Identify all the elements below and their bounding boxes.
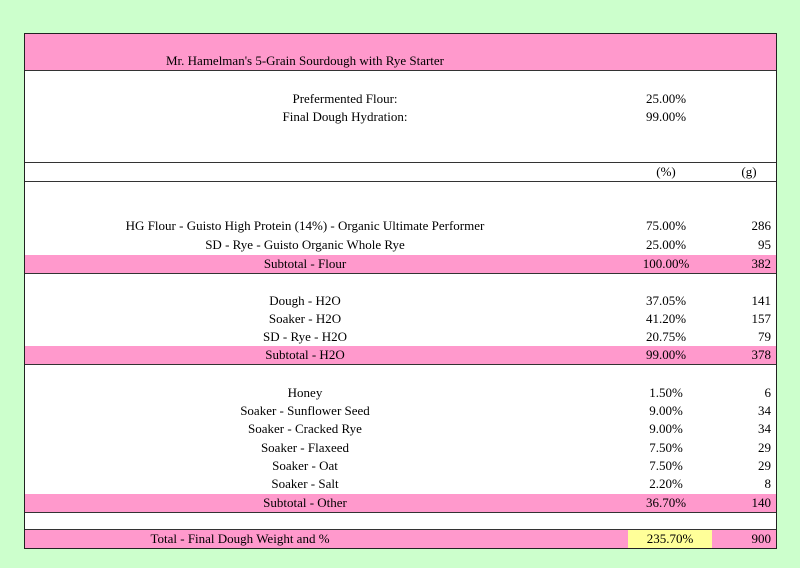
ingredient-grams: 29 xyxy=(758,458,771,473)
subtotal-percent: 100.00% xyxy=(642,256,690,271)
subtotal-row xyxy=(25,494,776,512)
subtotal-grams: 382 xyxy=(751,256,771,271)
ingredient-percent: 9.00% xyxy=(649,421,683,436)
ingredient-grams: 34 xyxy=(758,421,771,436)
recipe-title: Mr. Hamelman's 5-Grain Sourdough with Rye Starter xyxy=(165,53,445,68)
column-header-row xyxy=(25,163,776,181)
ingredient-label: Soaker - Cracked Rye xyxy=(248,421,362,436)
total-grams: 900 xyxy=(751,531,771,546)
title-band xyxy=(25,34,776,70)
summary-label: Prefermented Flour: xyxy=(292,91,398,106)
ingredient-label: Soaker - Salt xyxy=(271,476,339,491)
ingredient-percent: 20.75% xyxy=(645,329,687,344)
summary-value: 99.00% xyxy=(645,109,687,124)
subtotal-grams: 140 xyxy=(751,495,771,510)
table-row xyxy=(25,217,776,235)
divider xyxy=(25,70,776,71)
subtotal-row xyxy=(25,255,776,273)
subtotal-grams: 378 xyxy=(751,347,771,362)
grams-header: (g) xyxy=(741,164,757,179)
ingredient-grams: 34 xyxy=(758,403,771,418)
total-row xyxy=(25,530,776,548)
summary-label: Final Dough Hydration: xyxy=(282,109,408,124)
ingredient-label: Dough - H2O xyxy=(269,293,341,308)
subtotal-percent: 36.70% xyxy=(645,495,687,510)
total-label: Total - Final Dough Weight and % xyxy=(150,531,330,546)
subtotal-label: Subtotal - Flour xyxy=(263,256,347,271)
table-row xyxy=(25,236,776,254)
summary-row xyxy=(25,90,776,108)
table-row xyxy=(25,384,776,402)
divider xyxy=(25,364,776,365)
ingredient-percent: 37.05% xyxy=(645,293,687,308)
summary-value: 25.00% xyxy=(645,91,687,106)
divider xyxy=(25,273,776,274)
subtotal-percent: 99.00% xyxy=(645,347,687,362)
table-row xyxy=(25,310,776,328)
ingredient-percent: 7.50% xyxy=(649,440,683,455)
ingredient-percent: 9.00% xyxy=(649,403,683,418)
ingredient-percent: 7.50% xyxy=(649,458,683,473)
ingredient-grams: 6 xyxy=(764,385,771,400)
table-row xyxy=(25,475,776,493)
table-row xyxy=(25,420,776,438)
summary-row xyxy=(25,108,776,126)
ingredient-label: HG Flour - Guisto High Protein (14%) - Organic Ultimate Performer xyxy=(125,218,485,233)
ingredient-label: Soaker - Flaxeed xyxy=(260,440,350,455)
ingredient-grams: 95 xyxy=(758,237,771,252)
subtotal-label: Subtotal - H2O xyxy=(265,347,345,362)
ingredient-grams: 141 xyxy=(751,293,771,308)
table-row xyxy=(25,457,776,475)
table-row xyxy=(25,439,776,457)
subtotal-label: Subtotal - Other xyxy=(263,495,347,510)
ingredient-label: Soaker - H2O xyxy=(268,311,342,326)
ingredient-grams: 157 xyxy=(751,311,771,326)
ingredient-grams: 8 xyxy=(764,476,771,491)
divider xyxy=(25,512,776,513)
percent-header: (%) xyxy=(656,164,676,179)
ingredient-grams: 286 xyxy=(751,218,771,233)
ingredient-percent: 2.20% xyxy=(649,476,683,491)
ingredient-grams: 29 xyxy=(758,440,771,455)
ingredient-label: Soaker - Sunflower Seed xyxy=(240,403,370,418)
ingredient-label: SD - Rye - H2O xyxy=(263,329,347,344)
ingredient-percent: 1.50% xyxy=(649,385,683,400)
total-percent: 235.70% xyxy=(628,530,712,548)
divider xyxy=(25,181,776,182)
table-row xyxy=(25,292,776,310)
subtotal-row xyxy=(25,346,776,364)
table-row xyxy=(25,402,776,420)
ingredient-grams: 79 xyxy=(758,329,771,344)
ingredient-percent: 75.00% xyxy=(645,218,687,233)
table-row xyxy=(25,328,776,346)
ingredient-label: Soaker - Oat xyxy=(272,458,338,473)
ingredient-label: Honey xyxy=(287,385,323,400)
recipe-sheet xyxy=(24,33,777,549)
ingredient-percent: 41.20% xyxy=(645,311,687,326)
ingredient-label: SD - Rye - Guisto Organic Whole Rye xyxy=(205,237,405,252)
ingredient-percent: 25.00% xyxy=(645,237,687,252)
